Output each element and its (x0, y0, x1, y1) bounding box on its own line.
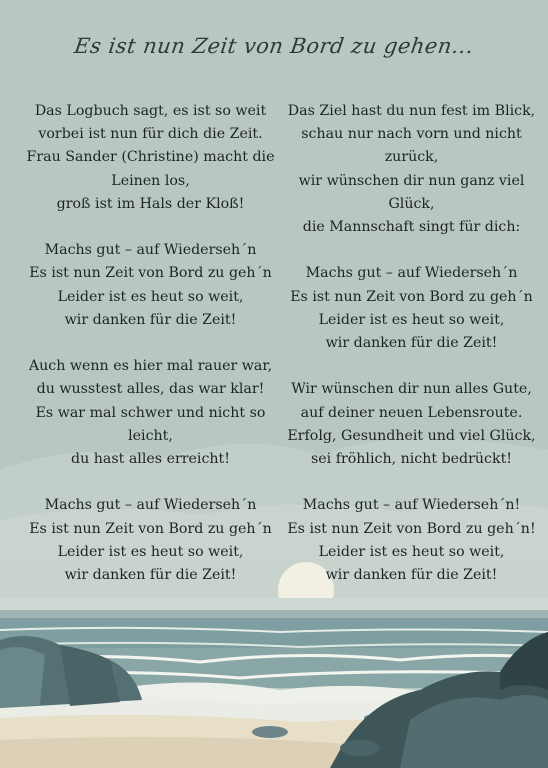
verse-line: Machs gut – auf Wiederseh´n (44, 242, 257, 259)
stanza (279, 100, 544, 239)
verse-line: du wusstest alles, das war klar! (36, 381, 265, 398)
verse-line: die Mannschaft singt für dich: (302, 219, 521, 236)
verse-line: Das Logbuch sagt, es ist so weit (34, 103, 267, 119)
verse-line: groß ist im Hals der Kloß! (56, 195, 245, 212)
verse-line: Frau Sander (Christine) macht die (26, 149, 275, 166)
verse-line: wir wünschen dir nun ganz viel (298, 172, 525, 189)
verse-line: sei fröhlich, nicht bedrückt! (310, 451, 512, 468)
verse-line: Leider ist es heut so weit, (57, 543, 244, 560)
verse-line: Es ist nun Zeit von Bord zu geh´n (29, 520, 272, 537)
poem-column-left (18, 100, 283, 610)
verse-line: Es ist nun Zeit von Bord zu geh´n! (287, 520, 536, 537)
verse-line: Glück, (388, 195, 435, 212)
verse-line: wir danken für die Zeit! (325, 567, 498, 584)
verse-line: Wir wünschen dir nun alles Gute, (291, 381, 532, 398)
poem-column-right (279, 100, 544, 610)
verse-line: Leider ist es heut so weit, (57, 288, 244, 305)
verse-line: Erfolg, Gesundheit und viel Glück, (287, 427, 536, 444)
verse-line: Auch wenn es hier mal rauer war, (28, 358, 273, 375)
verse-line: Es ist nun Zeit von Bord zu geh´n (29, 265, 272, 282)
verse-line: du hast alles erreicht! (71, 451, 230, 468)
poem-title: Es ist nun Zeit von Bord zu gehen... (72, 34, 476, 58)
stanza (279, 262, 544, 355)
verse-line: Leinen los, (111, 172, 190, 189)
verse-line: zurück, (384, 149, 439, 166)
verse-line: wir danken für die Zeit! (325, 335, 498, 352)
verse-line: Es ist nun Zeit von Bord zu geh´n (290, 288, 533, 305)
verse-line: Leider ist es heut so weit, (318, 543, 505, 560)
verse-line: leicht, (128, 427, 173, 444)
stanza (18, 100, 283, 216)
verse-line: Es war mal schwer und nicht so (35, 404, 266, 421)
verse-line: auf deiner neuen Lebensroute. (300, 404, 523, 421)
verse-line: Machs gut – auf Wiederseh´n (305, 265, 518, 282)
verse-line: wir danken für die Zeit! (64, 567, 237, 584)
verse-line: Das Ziel hast du nun fest im Blick, (287, 103, 536, 119)
verse-line: wir danken für die Zeit! (64, 311, 237, 328)
stanza (18, 239, 283, 332)
stanza (279, 378, 544, 471)
stanza (18, 355, 283, 471)
verse-line: Machs gut – auf Wiederseh´n! (302, 497, 521, 514)
verse-line: vorbei ist nun für dich die Zeit. (38, 126, 263, 143)
verse-line: schau nur nach vorn und nicht (301, 126, 522, 143)
verse-line: Machs gut – auf Wiederseh´n (44, 497, 257, 514)
stanza (18, 494, 283, 587)
verse-line: Leider ist es heut so weit, (318, 311, 505, 328)
stanza (279, 494, 544, 587)
